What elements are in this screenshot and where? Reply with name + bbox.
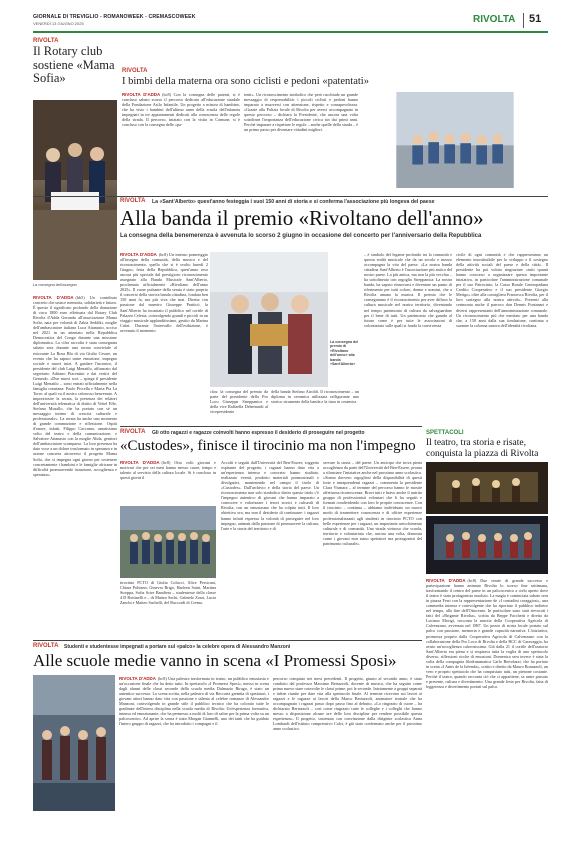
promessi-col1 <box>119 676 269 812</box>
promessi-col2 <box>273 676 422 812</box>
custodes-tag: RIVOLTA <box>120 429 146 435</box>
banda-kicker: RIVOLTA D'ADDA <box>120 252 157 257</box>
rule-promessi-top <box>33 640 422 641</box>
spettacoli-title: Il teatro, tra storia e risate, conquista la piazza di Rivolta <box>426 438 539 459</box>
banda-col1b-text: clou: la consegna del premio da parte del presidente della Pro Loco Giuseppe Streppanica e della vice Raffaella Debernardi al vicepresidente <box>210 389 268 415</box>
spettacoli-body <box>426 578 548 810</box>
banda-photo <box>210 252 328 387</box>
materna-photo <box>362 92 548 188</box>
promessi-strap: Studenti e studentesse impegnati a portare sul «palco» la celebre opera di Alessandro Manzoni <box>64 644 291 650</box>
custodes-photo <box>120 506 216 578</box>
banda-col2b <box>271 389 359 423</box>
custodes-strap: Gli otto ragazzi e ragazze coinvolti hanno espresso il desiderio di proseguire nel progetto <box>152 430 365 436</box>
rotary-tag: RIVOLTA <box>33 38 59 44</box>
banda-col3-text: – è simbolo del legame profondo tra la comunità e questa realtà musicale che da un secolo e mezzo accompagna la vita del paese. «La nostra banda cittadina Sant'Alberto è l'associazione più antica del nostro paese. La più antica, ma non la più vecchia – ha sottolineato con orgoglio Streppanica. La nostra banda, ha saputo rinnovarsi e diventare un punto di riferimento per tutti coloro, donne e uomini, che a Rivolta amano la musica. Il premio che le consegniamo è il riconoscimento per aver diffuso la cultura musicale nel nostro territorio, diventando nel tempo patrimonio di cultura da salvaguardare per il bene di tutti. Un patrimonio che guarda al futuro come è per tutte le associazioni di volontariato sulle quali si fonda la convivenza <box>364 252 452 328</box>
custodes-col1b-text: tirocinio PCTO di Giulia Colucci, Alice Persicani, Chiara Politano, Ginevra Brigo, Harleen Saini, Martina Stroppa, Sofia Scire Bandiera – studentesse della classe 4 D Bottinelli e – di Matteo Sechi, Gabriele Zorzi, Lucia Zanchi e Matteo Sachelli, del Raccordi di Crema. <box>120 580 216 606</box>
promessi-title: Alle scuole medie vanno in scena «I Promessi Sposi» <box>33 651 397 670</box>
banda-col2b-text: della banda Stefano Airoldi. Il riconoscimento – un diploma in ceramica utilizzata raffigurante uno storico strumento della banda e la tiara in ceramica <box>271 389 359 405</box>
spettacoli-photo-2 <box>426 516 548 574</box>
materna-col1-text: (bc8) Con la consegna delle patenti, si è concluso sabato scorso il percorso dedicato all'educazione stradale della Fondazione Asilo Infantile. Un progetto a misura di bambino, che ha visto i bambini dell'ultimo anno della scuola dell'infanzia impegnati in tre appuntamenti dedicati alla conoscenza delle regole della strada. Il percorso, iniziato con la visita in Comune, si è concluso con la consegna delle «pa- <box>122 92 240 128</box>
banda-col4-text: civile di ogni comunità e che rappresentano un elemento insostituibile per lo sviluppo e il sostegno della attività sociali del paese e della città». Il presidente ha poi voluto ringraziare «tutti quanti hanno concorso a organizzare questa importante iniziativa, in particolare l'amministrazione comunale per il suo Patrocinio, la Cassa Rurale Centropadana Credito Cooperativo e il suo presidente Giorgio Merigo» oltre alla consigliera Francesca Rivolta, per il loro sostegno alla nostra attività». Presenti alla cerimonia anche il parroco don Dennis Fontanari e diversi rappresentanti dell'amministrazione comunale. Un riconoscimento più che meritato per una banda che, a 150 anni dalla sua fondazione, continua a suonare la colonna sonora dell'identità rivoltana. <box>456 252 548 328</box>
banda-tag: RIVOLTA <box>120 198 146 204</box>
rotary-kicker: RIVOLTA D'ADDA <box>33 295 74 300</box>
custodes-kicker: RIVOLTA D'ADDA <box>120 460 160 465</box>
spettacoli-kicker: RIVOLTA D'ADDA <box>426 578 466 583</box>
materna-tag: RIVOLTA <box>122 68 148 74</box>
promessi-kicker: RIVOLTA D'ADDA <box>119 676 156 681</box>
spettacoli-tag: SPETTACOLI <box>426 430 464 436</box>
banda-subtitle: La consegna della benemerenza è avvenuta lo scorso 2 giugno in occasione del concerto per l'anniversario della Repubblica <box>120 232 482 239</box>
masthead: GIORNALE DI TREVIGLIO - ROMANOWEEK - CREMASCOWEEK <box>33 14 196 20</box>
custodes-col3 <box>323 460 422 638</box>
materna-kicker: RIVOLTA D'ADDA <box>122 92 161 97</box>
spettacoli-body-text: (bc8) Due serate di grande successo e partecipazione hanno animato Rivolta lo scorso fine settimana, trasformando il centro del paese in un palcoscenico a cielo aperto dove il teatro è stato protagonista assoluto. La magia è cominciata sabato sera in piazza Ferri con la rappresentazione de «I contadini coraggiosi», una commedia intensa e coinvolgente che ha riportato il pubblico indietro nel tempo, alla fine dell'Ottocento. In particolare sono stati rievocati i fatti del «Brigante Rivolta», scritta da Beppe Facchetti e diretta da Luciano Morigi, racconta la nascita della Cooperativa Agricola di Calvenzano, avvenuta nel 1887. Un pezzo di storia locale portato sul palco con passione, memoria e grande capacità narrativa. L'iniziativa, promossa proprio dalla Cooperativa Agricola di Calvenzano con la collaborazione della Pro Loco di Rivolta e della BCC di Caravaggio, ha avuto un'accoglienza calorosissima. Già dalla 21 il cortile dell'oratorio Sant'Alberto era pieno e si respirava tutta la voglia di uno spettacolo diverso, riflessioni ricche di emozioni. Domenica sera invece è stata la volta della compagnia filodrammatica Carlo Bertolazzi, che ha portato in scena «I Amis de la Isèenda», scritto e diretto da Mauro Bonazzoli, un vero e proprio spettacolo che ha conquistato tutti, un pienone costante. Perché il teatro, quando racconta ciò che ci appartiene, sa unire passato e presente, cultura e divertimento. Una grande festa per Rivolta, fatta di leggerezza e divertimento portati sul palco. <box>426 578 548 689</box>
banda-col4 <box>456 252 548 424</box>
custodes-col1 <box>120 460 216 504</box>
rule-custodes-top <box>120 426 422 427</box>
rule-banda-top <box>33 196 548 197</box>
rotary-title: Il Rotary club sostiene «Mama Sofia» <box>33 44 115 85</box>
materna-body-2 <box>244 92 358 190</box>
issue-date: VENERDÌ 13 GIUGNO 2025 <box>33 21 84 26</box>
banda-col3 <box>364 252 452 424</box>
banda-title: Alla banda il premio «Rivoltano dell'anno» <box>120 206 484 230</box>
banda-strap: La «Sant'Alberto» quest'anno festeggia i suoi 150 anni di storia e si conferma l'associazione più longeva del paese <box>152 199 435 205</box>
spettacoli-photo-1 <box>426 462 548 514</box>
promessi-col2-text: percorso compiuto nei mesi precedenti. Il progetto, giunto al secondo anno, è stato condotto dal professor Massimo Bertazzoli, docente di musica, che ha seguito come prima nuovo stare coinvolte le classi prime, poi le seconde. Iniziamente a gruppi separati e infine riunite per dare vita alla spettacolo finale. Al termine ricevono sui lavori ai ragazzi e le ragazze ai lavori della Marco Bertazzoli, animatore teatrale che ha accompagnato i ragazzi passo dopo passo fino al debutto. «Lo ringrazio di cuore – ha dichiarato Bertazzoli – così come ringrazio tutte le colleghe e i colleghi che hanno messo a disposizione alcune ore delle loro discipline per rendere possibile questa esperienza». Il progetto, sostenuto con convinzione dalla dirigente scolastica Anna Lombardi dell'istituto comprensivo Calvi, è già stato confermato anche per il prossimo anno scolastico. <box>273 676 422 732</box>
banda-col1-text: (bc8) Un intenso pomeriggio all'insegna della comunità, della musica e del riconoscimento, quello che si è svolto lunedì 2 Giugno, festa della Repubblica, quest'anno reso ancora più speciale dal prestigioso riconoscimento assegnato alla Banda Musicale Sant'Alberto, proclamata ufficialmente «Rivoltano dell'anno 2025». Il cuore pulsante della serata è stato proprio il concerto della storica banda cittadina, fondata ben 150 anni fa, ma più viva che mai. Diretta con passione dal maestro Giuseppe Pratticò, la Sant'Alberto ha incantato il pubblico nel cortile di Palazzo Celesia, coinvolgendo grandi e piccoli in un viaggio musicale applauditissimo, gestito da Marina Cabri. Durante l'intervallo dell'esibizione, è avvenuto il momento <box>120 252 208 333</box>
banda-photo-caption-box <box>330 340 360 388</box>
materna-title: I bimbi della materna ora sono ciclisti e pedoni «patentati» <box>122 76 369 87</box>
materna-col2-text: tenti». Un riconoscimento simbolico che però racchiude un grande messaggio di responsabilità: i piccoli ciclisti e pedoni hanno imparato a muoversi con attenzione, rispetto e consapevolezza. «Grazie alla Polizia locale di Rivolta per averci accompagnato in questo percorso – dichiara la Presidente, che ancora una volta sottolinea l'importanza dell'educazione civica sin dai primi anni. Perché imparare a rispettare le regole – anche quelle della strada – è un primo passo per diventare cittadini migliori. <box>244 92 358 133</box>
rotary-body-text: (bb5) Un contributo concreto che unisce memoria, solidarietà e futuro. È questo il significato profondo della donazione di circa 1800 euro effettuata dal Rotary Club Rivolta d'Adda Gerundo all'associazione Mama Sofia, nata per volontà di Zakia Seddiki, moglie dell'ambasciatore italiano Luca Attanasio, ucciso nel 2021 in un attentato nella Repubblica Democratica del Congo durante una missione diplomatica. La cifra raccolta è stata consegnata sabato sera durante una serata conviviale al ristorante La Rosa Blu di via Giulio Cesare, un evento che ha saputo unire emozione, impegno sociale e nuovi inizi. A guidare l'incontro, il presidente del club Luigi Menatilo, affiancato dal segretario Adriano Piacentini e dai vertici del Gerundo. «Due nuovi soci – spiega il presidente Luigi Menatilo – sono entrati ufficialmente nella famiglia rotariana: Paolo Piscella e Maria Pia La Torre; al quali va il nostro calorosso benvenuto. A impreziosire la serata, la presenza dei relatori dell'università telematica di diritto di Vettel Effe, Stefano Musallo, che ha portato con sé un messaggio intimo di crescita culturale e professionale». La serata ha anche uno momento di grande commozione e riflessione. Ospiti d'onore, infatti, Filippo Caccamo, amatissimo volto del teatro e della comunicazione, e Salvatore Attanasio con la moglie Alida, genitori dell'ambasciatore scomparso. La loro presenza ha dato voce a un dolore trasformato in speranza e in azione concreta attraverso il progetto Mama Sofia, che si impegna ogni giorno per sostenere concretamente i bambini e le famiglie africane in difficoltà promuovendo istruzione, accoglienza e speranza». <box>33 295 117 477</box>
rotary-photo <box>33 100 117 280</box>
banda-col1 <box>120 252 208 402</box>
custodes-col2 <box>221 460 319 638</box>
custodes-col1-text: (bc8) Otto volti giovani e motivati che per sei mesi hanno messo cuore, tempo e talento al servizio della cultura locale. Si è concluso in questi giorni il <box>120 460 216 481</box>
custodes-col3-text: servare la storia – del paese. Un anticipo che trova piena accoglienza da parte dell'Università del Ben-Essere, pronta a rilanciare l'iniziativa anche nel prossimo anno scolastico. «Siamo davvero orgogliosi della disponibilità di questi forte e intraprendenti ragazzi – commenta la presidente Clara Vismara – al termine del percorso hanno le mostre affettuosa riconoscenza. Bravi tutti e bravo anche il nutrito gruppo di professionisti volontari che li ha seguiti e formati condividendo con loro le proprie conoscenze. Con il tirocinio – continua – abbiamo individuato un nuovo modo di trasmettere conoscenza e di offrire esperienze professionalizzanti agli studenti in tirocinio PCTO con belle esperienze per i ragazzi, un importante arricchimento culturale e di comunità. Una strada virtuosa che scuola, territorio e volontariato che, ancora una volta, dimostra come i giovani non siano spettatori ma protagonisti del patrimonio culturale». <box>323 460 422 546</box>
custodes-col2-text: Accolti e seguiti dall'Università del Ben-Essere, soggetto ospitante del progetto, i ragazzi hanno dato vita a un'esperienza intensa e concreta: hanno studiato, realizzato eventi, prodotto materiali promozionali e divulgativi, mantenendo nel campo il titolo di «Custodes». Dall'archivio e della storia del paese. Un riconoscimento non solo simbolico dietro questo titolo c'è l'impegno autentico di giovani che hanno imparato a conoscere e valorizzare i tesori storici e culturali di Rivolta, con un entusiasmo che ha colpito tutti. Il loro obiettivo ora, ma non il desiderio di continuare: i ragazzi hanno infatti espresso la volontà di proseguire nel loro impegno, animati dalla passione di promuovere la cultura, l'arte e la storia del territorio e di <box>221 460 319 531</box>
header-rule <box>33 31 548 33</box>
promessi-col1-text: (bc8) Una palestra trasformata in teatro, un pubblico entusiasta e un'occasione finale che ha detto tutto. In spettacolo «I Promessi Sposi», messo in scena dagli alunni delle classi seconde della scuola media Dalmazio Birago, è stato un autentico successo. La scena scritta, nella palestra di via Beccaria gremita di spettatori, i giovani attori hanno dato vita con passione e talento al celebre romanzo di Alessandro Manzoni, coinvolgendo in grande stile il pubblico tecnico che ha colorato tutte le gradinate dell'intera disciplina nella scuola media di Rivolta: Un'esperienza formativa, intensa ed emozionante, che ha permesso a molti di loro di salire per la prima volta su un palcoscenico. Ad aprire la scena è stato Morgan Giannelli, uno dei tanti che ha guidato l'intero gruppo di ragazzi, che ha introdotto i compagni e il <box>119 676 269 727</box>
promessi-tag: RIVOLTA <box>33 643 59 649</box>
page-number: 51 <box>529 13 542 25</box>
banda-photo-caption: La consegna del premio di «Rivoltano dell'anno» alla banda «Sant'Alberto» <box>330 340 359 367</box>
banda-col1b <box>210 389 268 423</box>
header-separator <box>523 13 524 28</box>
materna-body-1 <box>122 92 240 190</box>
custodes-col1b <box>120 580 216 638</box>
section-label: RIVOLTA <box>473 14 516 25</box>
promessi-photo <box>33 675 115 811</box>
custodes-title: «Custodes», finisce il tirocinio ma non l'impegno <box>120 438 416 454</box>
rotary-photo-caption: La consegna dell'assegno <box>33 283 77 287</box>
